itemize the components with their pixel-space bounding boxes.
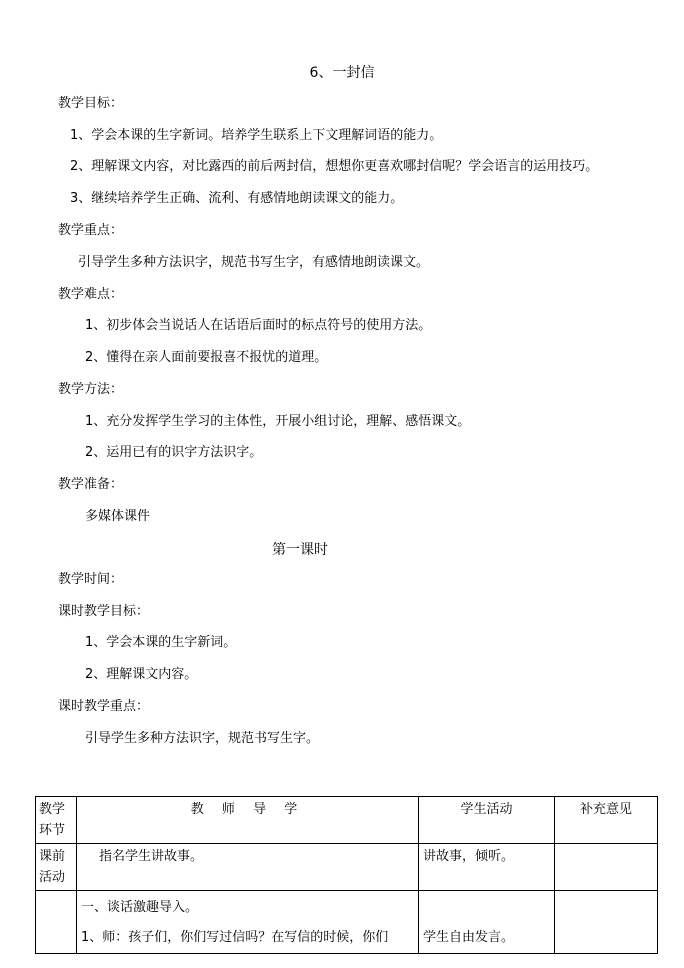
goal-item: 2、理解课文内容，对比露西的前后两封信，想想你更喜欢哪封信呢？学会语言的运用技巧。	[70, 159, 599, 174]
student-cell: 讲故事，倾听。	[419, 844, 555, 891]
difficulty-item: 2、懂得在亲人面前要报喜不报忧的道理。	[85, 350, 328, 365]
method-item: 2、运用已有的识字方法识字。	[85, 445, 263, 460]
notes-cell	[555, 891, 658, 954]
lesson-goals-heading: 课时教学目标：	[58, 604, 150, 619]
lesson-key-text: 引导学生多种方法识字，规范书写生字。	[85, 731, 320, 746]
lesson-title: 第一课时	[272, 542, 328, 558]
lesson-time-heading: 教学时间：	[58, 572, 124, 587]
header-stage: 教学环节	[36, 797, 77, 844]
table-row	[36, 844, 658, 891]
student-cell: 学生自由发言。	[419, 891, 555, 954]
teacher-cell: 指名学生讲故事。	[77, 844, 419, 891]
header-student: 学生活动	[419, 797, 555, 844]
table-row	[36, 891, 658, 954]
notes-cell	[555, 844, 658, 891]
table-header-row	[36, 797, 658, 844]
teacher-line: 一、谈话激趣导入。	[81, 900, 199, 915]
difficulties-heading: 教学难点：	[58, 287, 124, 302]
lesson-goal-item: 2、理解课文内容。	[85, 667, 198, 682]
stage-cell: 课前活动	[36, 844, 77, 891]
difficulty-item: 1、初步体会当说话人在话语后面时的标点符号的使用方法。	[85, 318, 432, 333]
goal-item: 3、继续培养学生正确、流利、有感情地朗读课文的能力。	[70, 191, 404, 206]
lesson-plan-table	[35, 796, 658, 954]
header-notes: 补充意见	[555, 797, 658, 844]
goal-item: 1、学会本课的生字新词。培养学生联系上下文理解词语的能力。	[70, 128, 443, 143]
lesson-key-heading: 课时教学重点：	[58, 699, 150, 714]
methods-heading: 教学方法：	[58, 382, 124, 397]
goals-heading: 教学目标：	[58, 96, 124, 111]
page-title: 6、一封信	[309, 65, 375, 81]
preparation-text: 多媒体课件	[85, 509, 151, 524]
preparation-heading: 教学准备：	[58, 477, 124, 492]
method-item: 1、充分发挥学生学习的主体性，开展小组讨论，理解、感悟课文。	[85, 414, 471, 429]
key-points-heading: 教学重点：	[58, 223, 124, 238]
teacher-line: 1、师：孩子们，你们写过信吗？在写信的时候，你们	[81, 930, 389, 945]
lesson-goal-item: 1、学会本课的生字新词。	[85, 635, 237, 650]
stage-cell	[36, 891, 77, 954]
key-points-text: 引导学生多种方法识字，规范书写生字，有感情地朗读课文。	[78, 255, 430, 270]
teacher-cell	[77, 891, 419, 954]
header-teacher: 教 师 导 学	[77, 797, 419, 844]
